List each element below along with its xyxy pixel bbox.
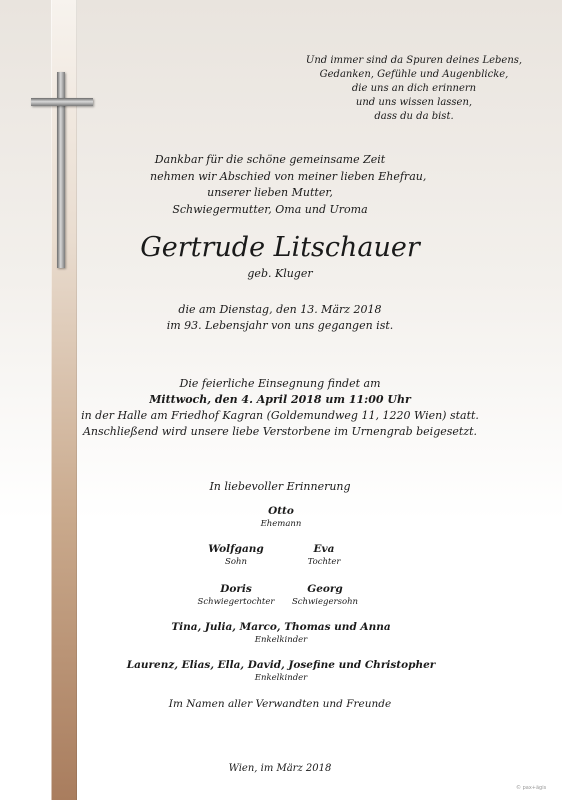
member-role: Schwiegertochter — [197, 597, 275, 607]
intro-line: unserer lieben Mutter, — [207, 186, 333, 199]
place-date: Wien, im März 2018 — [228, 763, 332, 774]
poem — [304, 54, 524, 124]
death-info — [150, 302, 410, 334]
member-name: Tina, Julia, Marco, Thomas und Anna — [171, 621, 391, 633]
member-role: Sohn — [225, 557, 247, 567]
family-grandchildren-2 — [81, 659, 481, 684]
ceremony-line: Anschließend wird unsere liebe Verstorbene im Urnengrab beigesetzt. — [82, 425, 478, 438]
cross-icon — [31, 72, 93, 268]
ceremony-line: Die feierliche Einsegnung findet am — [179, 377, 381, 390]
member-role: Ehemann — [260, 519, 302, 529]
member-role: Enkelkinder — [254, 635, 308, 645]
member-name: Laurenz, Elias, Ella, David, Josefine und Christopher — [126, 659, 436, 671]
member-role: Tochter — [307, 557, 341, 567]
member-role: Enkelkinder — [254, 673, 308, 683]
poem-line: Und immer sind da Spuren deines Lebens, — [305, 55, 523, 66]
ceremony-date: Mittwoch, den 4. April 2018 um 11:00 Uhr — [149, 393, 411, 406]
poem-line: Gedanken, Gefühle und Augenblicke, — [319, 69, 509, 80]
death-line: im 93. Lebensjahr von uns gegangen ist. — [166, 319, 394, 332]
intro-line: Schwiegermutter, Oma und Uroma — [172, 202, 368, 216]
deceased-name: Gertrude Litschauer — [140, 232, 420, 263]
intro-line: Dankbar für die schöne gemeinsame Zeit — [154, 153, 386, 166]
member-name: Wolfgang — [208, 543, 264, 555]
memory-heading: In liebevoller Erinnerung — [209, 480, 351, 493]
closing-text: Im Namen aller Verwandten und Freunde — [168, 698, 392, 710]
family-member-otto — [181, 505, 381, 530]
family-grandchildren — [131, 621, 431, 646]
ceremony-info — [80, 376, 480, 440]
member-name: Georg — [307, 583, 343, 595]
maiden-name: geb. Kluger — [247, 267, 313, 280]
intro-text — [150, 152, 427, 218]
death-line: die am Dienstag, den 13. März 2018 — [178, 303, 382, 316]
poem-line: die uns an dich erinnern — [351, 83, 477, 94]
poem-line: dass du da bist. — [374, 111, 454, 122]
member-name: Doris — [220, 583, 252, 595]
ceremony-line: in der Halle am Friedhof Kagran (Goldemundweg 11, 1220 Wien) statt. — [81, 409, 479, 422]
family-member-georg — [265, 583, 385, 608]
family-member-wolfgang — [186, 543, 286, 568]
credit-text: © pax+ägis — [516, 785, 547, 791]
member-name: Eva — [313, 543, 335, 555]
poem-line: und uns wissen lassen, — [355, 97, 473, 108]
member-name: Otto — [268, 505, 294, 517]
intro-line: nehmen wir Abschied von meiner lieben Ehefrau, — [150, 169, 427, 183]
member-role: Schwiegersohn — [291, 597, 359, 607]
family-member-eva — [274, 543, 374, 568]
